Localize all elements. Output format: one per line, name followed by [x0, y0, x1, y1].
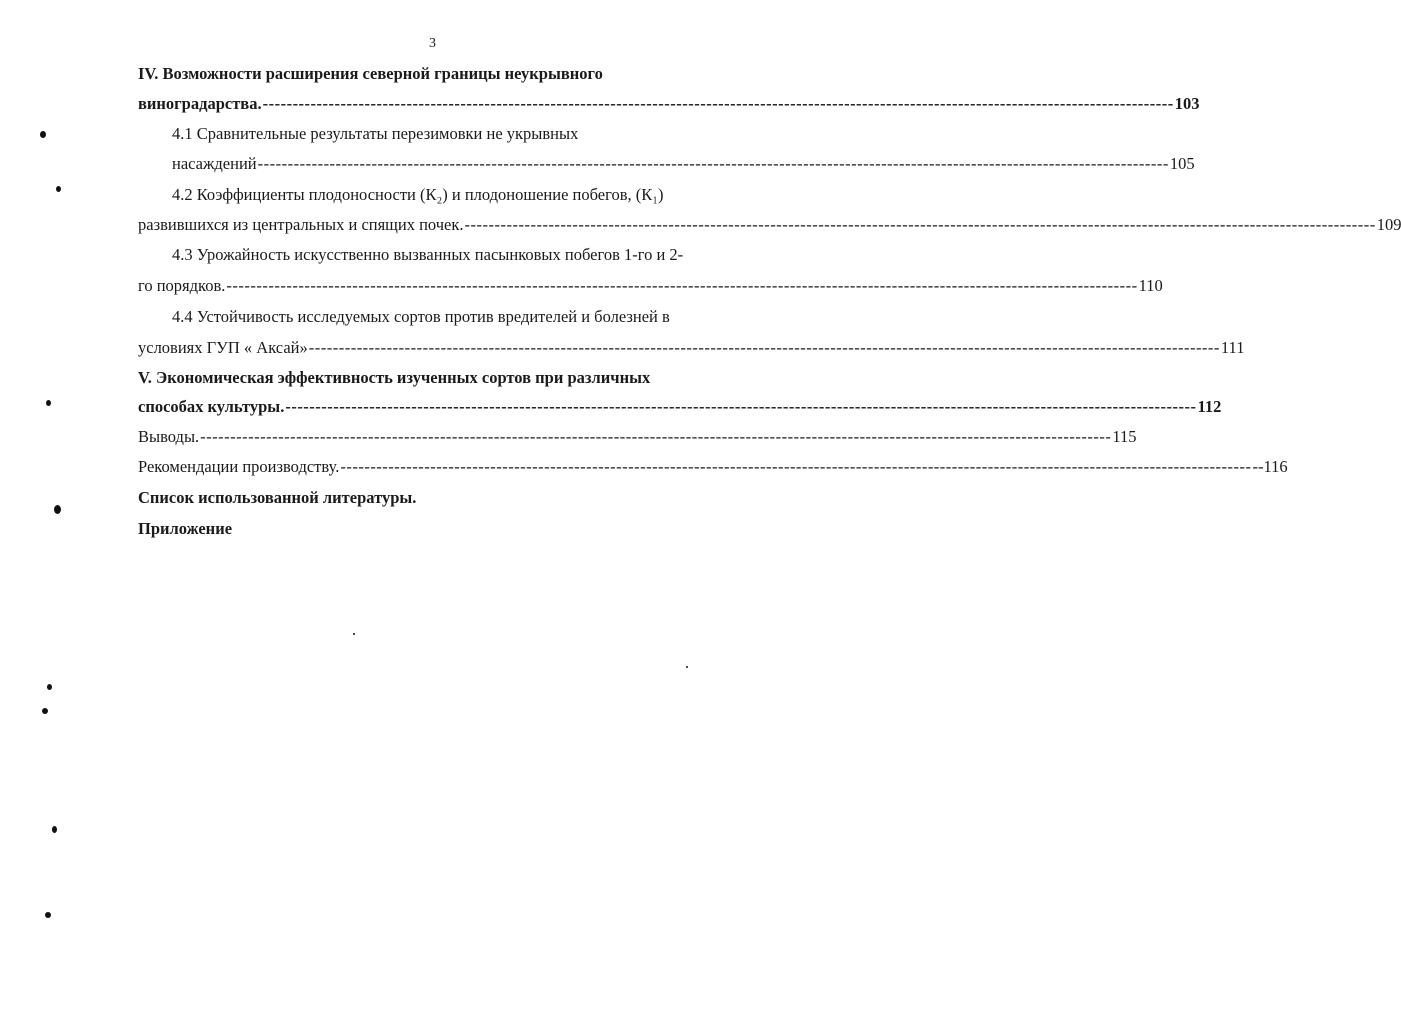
toc-text: Список использованной литературы. — [138, 488, 417, 507]
toc-text: насаждений — [172, 154, 257, 173]
toc-chapter-4-title — [138, 63, 736, 85]
scan-speck — [353, 633, 355, 635]
toc-text: условиях ГУП « Аксай» — [138, 338, 308, 357]
scan-speck — [45, 912, 51, 918]
toc-text: Выводы. — [138, 427, 200, 446]
toc-text: 4.2 Коэффициенты плодоносности (К₂) и плодоношение побегов, (К₁) — [172, 185, 664, 204]
toc-text: способах культуры. — [138, 397, 285, 416]
toc-text: Рекомендации производству. — [138, 457, 340, 476]
toc-page-number: 111 — [1220, 338, 1245, 357]
toc-page-number: 109 — [1376, 215, 1401, 234]
toc-chapter-4-entry — [138, 93, 1200, 115]
toc-appendix-entry — [138, 518, 736, 540]
toc-page-number: 115 — [1112, 427, 1137, 446]
dot-leader: -------------------------------------------------------------------------------------------------------------------------------------------------------- — [262, 94, 1174, 113]
toc-chapter-5-title — [138, 367, 736, 389]
scan-speck — [52, 826, 57, 833]
toc-page-number: 103 — [1174, 94, 1200, 113]
dot-leader: -------------------------------------------------------------------------------------------------------------------------------------------------------- — [200, 427, 1112, 446]
toc-text: развившихся из центральных и спящих почек. — [138, 215, 464, 234]
dot-leader: -------------------------------------------------------------------------------------------------------------------------------------------------------- — [464, 215, 1376, 234]
dot-leader: -------------------------------------------------------------------------------------------------------------------------------------------------------- — [308, 338, 1220, 357]
toc-text: V. Экономическая эффективность изученных сортов при различных — [138, 368, 651, 387]
toc-text: 4.3 Урожайность искусственно вызванных пасынковых побегов 1-го и 2- — [172, 245, 684, 264]
toc-references-entry — [138, 487, 736, 509]
dot-leader: -------------------------------------------------------------------------------------------------------------------------------------------------------- — [226, 276, 1138, 295]
toc-conclusions-entry — [138, 426, 1137, 448]
toc-text: го порядков. — [138, 276, 226, 295]
toc-page-number: 110 — [1138, 276, 1163, 295]
scan-speck — [42, 708, 48, 714]
toc-section-4-1-entry — [172, 153, 1195, 175]
toc-recommendations-entry — [138, 456, 1288, 478]
scan-speck — [56, 186, 61, 192]
toc-text: IV. Возможности расширения северной границы неукрывного — [138, 64, 603, 83]
dot-leader: -------------------------------------------------------------------------------------------------------------------------------------------------------- — [340, 457, 1252, 476]
toc-section-4-1-title — [172, 123, 736, 145]
page-number: 3 — [429, 36, 436, 51]
toc-page-number: --116 — [1252, 457, 1288, 476]
toc-page-number: 112 — [1197, 397, 1222, 416]
scan-speck — [46, 400, 51, 406]
dot-leader: -------------------------------------------------------------------------------------------------------------------------------------------------------- — [285, 397, 1197, 416]
toc-page-number: 105 — [1169, 154, 1195, 173]
dot-leader: -------------------------------------------------------------------------------------------------------------------------------------------------------- — [257, 154, 1169, 173]
toc-text: 4.1 Сравнительные результаты перезимовки не укрывных — [172, 124, 579, 143]
toc-chapter-5-entry — [138, 396, 1222, 418]
toc-section-4-4-title — [172, 306, 736, 328]
toc-text: виноградарства. — [138, 94, 262, 113]
toc-section-4-2-title — [172, 184, 736, 206]
scan-speck — [47, 684, 52, 690]
scan-speck — [54, 505, 61, 514]
toc-section-4-2-entry — [138, 214, 1401, 236]
scan-speck — [686, 666, 688, 668]
toc-text: 4.4 Устойчивость исследуемых сортов против вредителей и болезней в — [172, 307, 670, 326]
toc-section-4-3-title — [172, 244, 736, 266]
toc-section-4-3-entry — [138, 275, 1163, 297]
toc-section-4-4-entry — [138, 337, 1245, 359]
scan-speck — [40, 131, 46, 138]
toc-text: Приложение — [138, 519, 233, 538]
